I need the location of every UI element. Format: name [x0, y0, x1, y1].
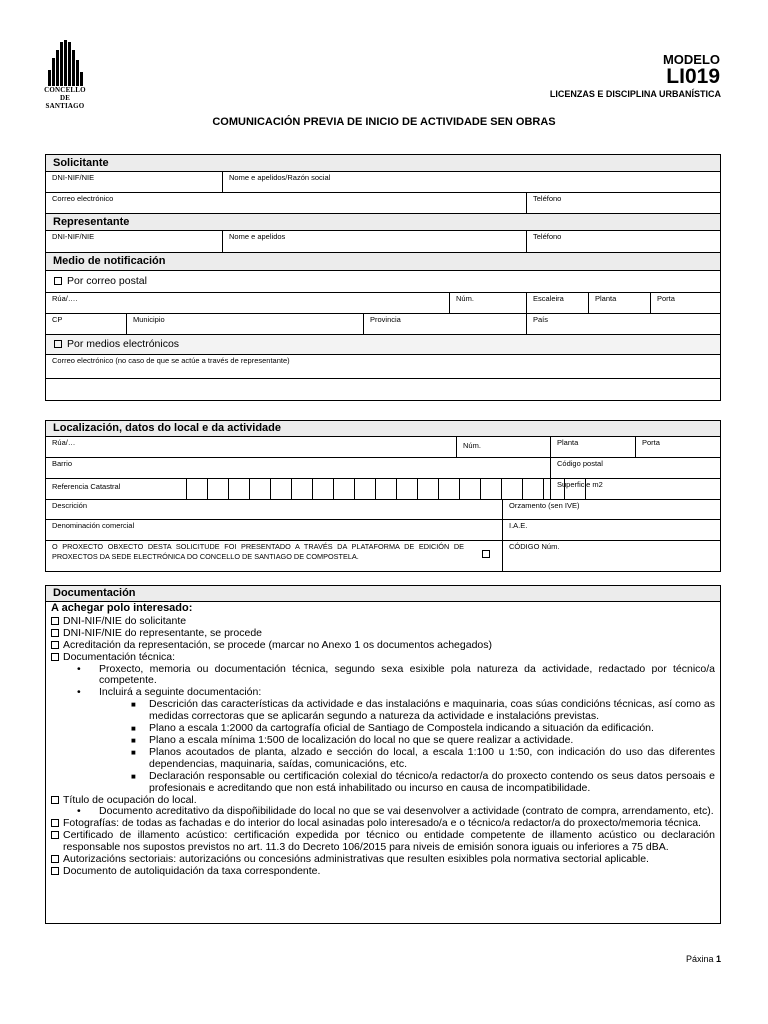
- page-number: 1: [715, 954, 721, 964]
- location-street-field[interactable]: Rúa/…: [52, 438, 76, 447]
- location-code-field[interactable]: CÓDIGO Núm.: [502, 541, 720, 572]
- postal-option-row: [46, 271, 720, 293]
- solicitante-row-2: [46, 193, 720, 214]
- postal-city-row: [46, 314, 720, 335]
- doc-sub-plano-2000: ■ Plano a escala 1:2000 da cartografía oficial de Santiago de Compostela indicando a situación da edificación.: [131, 722, 654, 735]
- postal-floor-field[interactable]: Planta: [588, 293, 650, 313]
- solicitante-dni-field[interactable]: DNI-NIF/NIE: [52, 173, 95, 182]
- doc-checkbox[interactable]: [51, 796, 59, 804]
- doc-item-dni-solicitante: DNI-NIF/NIE do solicitante: [51, 616, 715, 628]
- department-name: LICENZAS E DISCIPLINA URBANÍSTICA: [549, 89, 721, 99]
- representante-phone-field[interactable]: Teléfono: [526, 231, 720, 252]
- solicitante-phone-field[interactable]: Teléfono: [526, 193, 720, 213]
- doc-sub-plano-500: ■ Plano a escala mínima 1:500 de localización do local no que se quere realizar a actividade.: [131, 733, 574, 746]
- electronic-email-row: [46, 355, 720, 379]
- doc-checkbox[interactable]: [51, 629, 59, 637]
- location-description-field[interactable]: Descrición: [52, 501, 88, 510]
- location-description-row: [46, 500, 720, 520]
- postal-number-field[interactable]: Núm.: [449, 293, 526, 313]
- postal-provincia-field[interactable]: Provincia: [363, 314, 526, 334]
- postal-street-field[interactable]: Rúa/….: [52, 294, 78, 303]
- location-barrio-field[interactable]: Barrio: [52, 459, 73, 468]
- representante-name-field[interactable]: Nome e apelidos: [222, 231, 526, 252]
- project-platform-checkbox[interactable]: [482, 550, 490, 558]
- location-door-field[interactable]: Porta: [635, 437, 720, 457]
- doc-item-autoliquidacion: Documento de autoliquidación da taxa correspondente.: [51, 866, 715, 878]
- postal-address-row: [46, 293, 720, 314]
- documentation-subtitle: A achegar polo interesado:: [51, 602, 193, 614]
- solicitante-row-1: [46, 172, 720, 193]
- location-postcode-field[interactable]: Código postal: [550, 458, 720, 478]
- logo-text: CONCELLO DE SANTIAGO: [44, 86, 86, 110]
- location-number-field[interactable]: Núm.: [456, 437, 550, 457]
- representante-row: [46, 231, 720, 253]
- solicitante-header: Solicitante: [46, 155, 720, 172]
- representante-dni-field[interactable]: DNI-NIF/NIE: [52, 232, 95, 241]
- doc-item-acreditacion: Acreditación da representación, se procede (marcar no Anexo 1 os documentos achegados): [51, 640, 715, 652]
- location-commercial-row: [46, 520, 720, 541]
- concello-logo: [42, 40, 86, 110]
- documentacion-header: Documentación: [46, 586, 720, 602]
- doc-item-dni-representante: DNI-NIF/NIE do representante, se procede: [51, 628, 715, 640]
- doc-item-autorizacions: Autorizacións sectoriais: autorizacións ou concesións administrativas que resulten esixibles pola normativa sectorial aplicable.: [51, 854, 715, 866]
- electronic-option-label: Por medios electrónicos: [67, 338, 180, 350]
- doc-checkbox[interactable]: [51, 617, 59, 625]
- solicitante-name-field[interactable]: Nome e apelidos/Razón social: [222, 172, 720, 192]
- solicitante-email-field[interactable]: Correo electrónico: [52, 194, 114, 203]
- doc-sub-descricion: ■ Descrición das características da actividade e das instalacións e maquinaria, coas súas condicións técnicas, así como as medidas correctoras que se aplicarán segundo a natureza da actividade e instalacións previstas.: [131, 698, 715, 723]
- postal-cp-field[interactable]: CP: [52, 315, 63, 324]
- cathedral-icon: [48, 40, 82, 86]
- doc-sub-planos-acoutados: ■ Planos acoutados de planta, alzado e sección do local, a escala 1:100 u 1:50, con indicación do uso das diferentes dependencias, maquinaria, saídas, comunicacións, etc.: [131, 745, 715, 770]
- location-address-row: [46, 437, 720, 458]
- doc-sub-declaracion: ■ Declaración responsable ou certificación colexial do técnico/a redactor/a do proxecto contendo os seus datos persoais e profesionais e acreditando que non está inhabilitado ou incurso en causa de incompatibilidade.: [131, 769, 715, 794]
- representante-header: Representante: [46, 214, 720, 231]
- postal-checkbox[interactable]: [54, 277, 62, 285]
- location-box: [45, 420, 721, 572]
- document-title: COMUNICACIÓN PREVIA DE INICIO DE ACTIVIDADE SEN OBRAS: [212, 116, 556, 128]
- page-label: Páxina: [685, 954, 714, 964]
- modelo-code: LI019: [666, 65, 720, 88]
- applicant-box: [45, 154, 721, 401]
- documentation-box: [45, 585, 721, 924]
- project-platform-checkbox-cell: [476, 541, 502, 572]
- localizacion-header: Localización, datos do local e da actividade: [46, 421, 720, 437]
- location-commercial-field[interactable]: Denominación comercial: [52, 521, 135, 530]
- postal-door-field[interactable]: Porta: [650, 293, 720, 313]
- doc-checkbox[interactable]: [51, 855, 59, 863]
- project-platform-note: O PROXECTO OBXECTO DESTA SOLICITUDE FOI PRESENTADO A TRAVÉS DA PLATAFORMA DE EDICIÓN DE PROXECTOS DA SEDE ELECTRÓNICA DO CONCELLO DE SANTIAGO DE COMPOSTELA.: [52, 542, 464, 561]
- doc-checkbox[interactable]: [51, 867, 59, 875]
- location-floor-field[interactable]: Planta: [550, 437, 635, 457]
- postal-municipio-field[interactable]: Municipio: [126, 314, 363, 334]
- catastral-label: Referencia Catastral: [52, 482, 121, 491]
- location-budget-field[interactable]: Orzamento (sen IVE): [502, 500, 720, 519]
- postal-stair-field[interactable]: Escaleira: [526, 293, 588, 313]
- doc-item-tecnica: Documentación técnica:: [51, 652, 715, 664]
- doc-checkbox[interactable]: [51, 831, 59, 839]
- documentation-list: [51, 603, 715, 878]
- electronic-option-row: [46, 335, 720, 355]
- catastral-boxes[interactable]: [186, 479, 606, 499]
- doc-item-certificado: Certificado de illamento acústico: certificación expedida por técnico ou entidade competente de illamento acústico ou declaración responsable nos supostos previstos no art. 11.3 do Decreto 106/2015 para niveis de emisión sonora iguais ou inferiores a 75 dBA.: [51, 830, 715, 854]
- location-iae-field[interactable]: I.A.E.: [502, 520, 720, 540]
- doc-item-fotografias: Fotografías: de todas as fachadas e do interior do local asinadas polo interesado/a e o técnico/a redactor/a do proxecto/memoria técnica.: [51, 818, 715, 830]
- electronic-email-field[interactable]: Correo electrónico (no caso de que se actúe a través de representante): [52, 356, 290, 365]
- doc-checkbox[interactable]: [51, 641, 59, 649]
- location-surface-field[interactable]: Superficie m2: [550, 479, 720, 499]
- location-catastral-row: [46, 479, 720, 500]
- doc-bullet-proxecto: • Proxecto, memoria ou documentación técnica, segundo sexa esixible pola natureza da actividade, redactado por técnico/a competente.: [77, 662, 715, 687]
- page-footer: [686, 954, 721, 964]
- postal-option-label: Por correo postal: [67, 275, 147, 287]
- modelo-label: MODELO: [662, 52, 720, 67]
- location-barrio-row: [46, 458, 720, 479]
- doc-checkbox[interactable]: [51, 653, 59, 661]
- doc-bullet-acreditativo: • Documento acreditativo da dispoñibilidade do local no que se vai desenvolver a actividade (contrato de compra, arrendamento, etc).: [77, 805, 714, 818]
- notificacion-header: Medio de notificación: [46, 253, 720, 271]
- doc-item-titulo: Título de ocupación do local.: [51, 795, 715, 807]
- electronic-checkbox[interactable]: [54, 340, 62, 348]
- postal-country-field[interactable]: País: [526, 314, 720, 334]
- location-project-row: [46, 541, 720, 572]
- doc-bullet-incluira: • Incluirá a seguinte documentación:: [77, 686, 262, 699]
- doc-checkbox[interactable]: [51, 819, 59, 827]
